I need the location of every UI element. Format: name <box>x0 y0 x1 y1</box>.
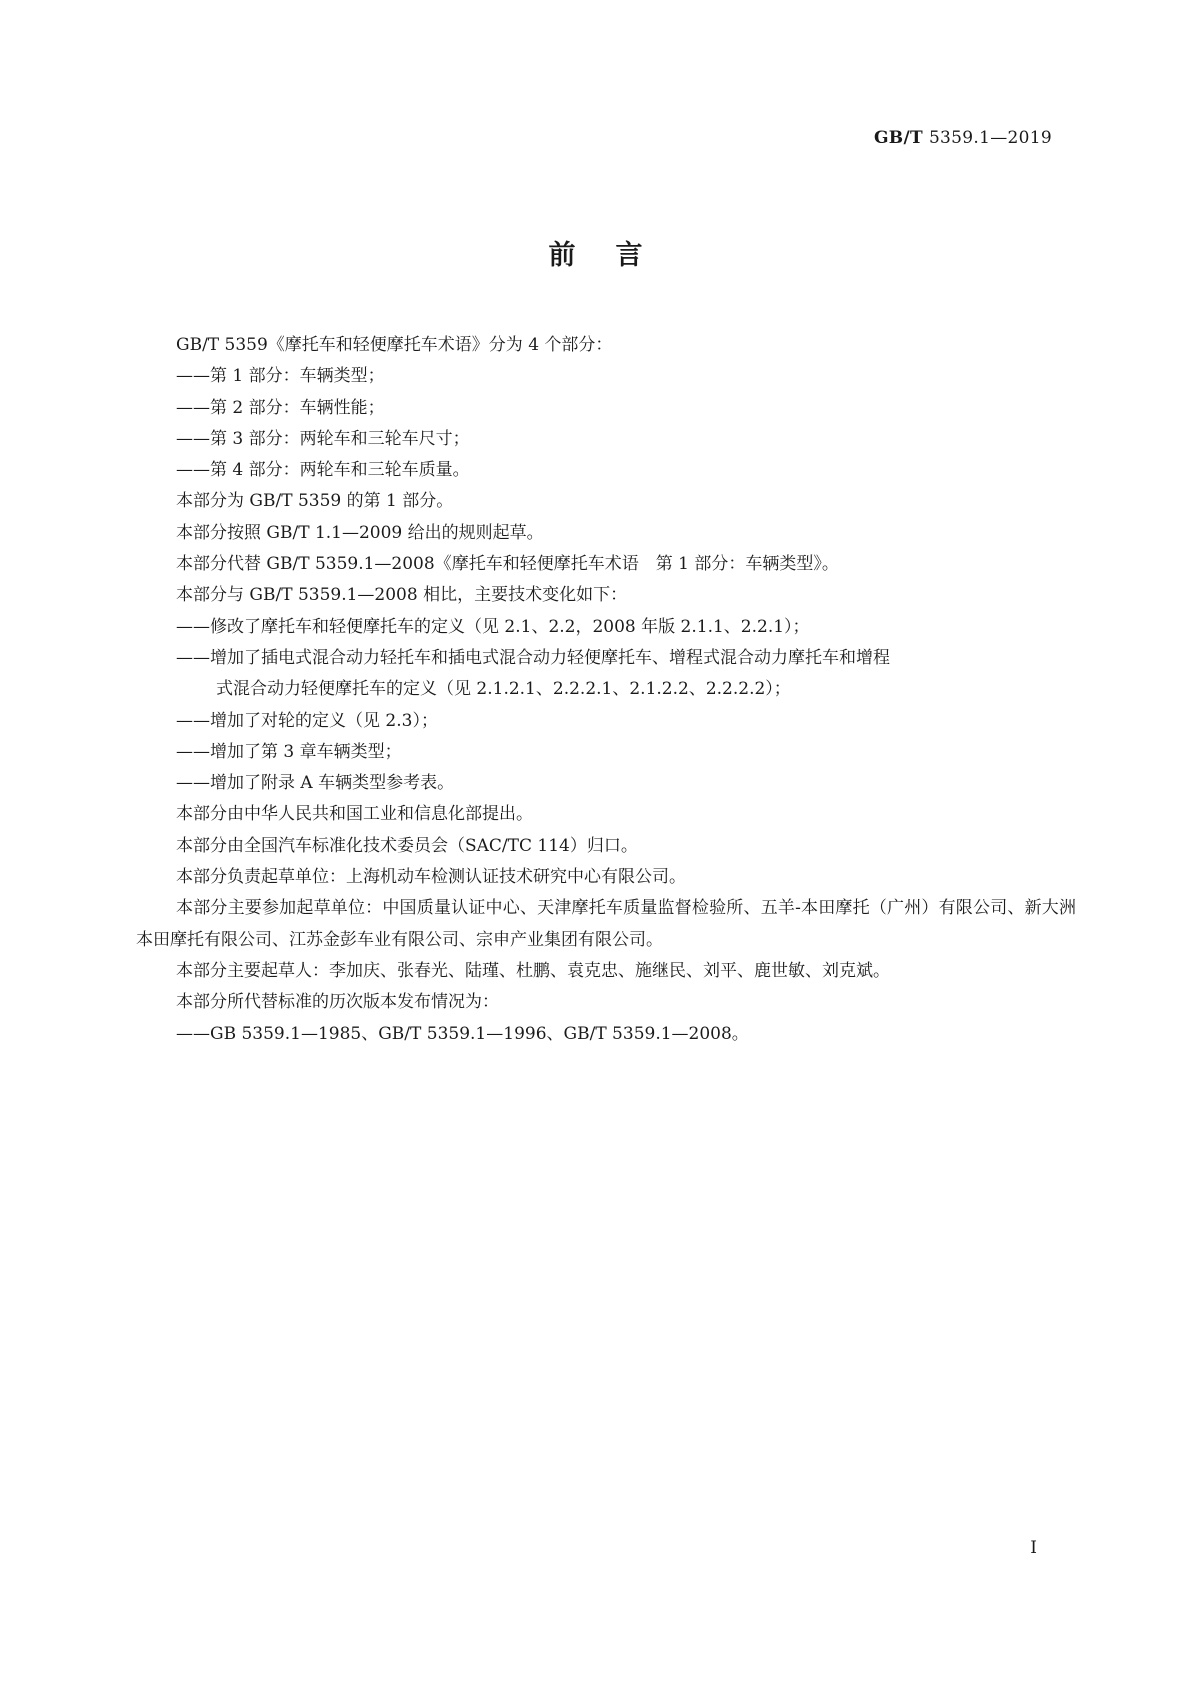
list-item: ——增加了插电式混合动力轻托车和插电式混合动力轻便摩托车、增程式混合动力摩托车和增程 <box>176 647 890 668</box>
list-item: ——第 2 部分：车辆性能； <box>176 397 385 418</box>
standard-code-prefix: GB/T <box>873 128 923 148</box>
paragraph: 本部分由全国汽车标准化技术委员会（SAC/TC 114）归口。 <box>176 835 638 856</box>
paragraph: 本部分所代替标准的历次版本发布情况为： <box>176 992 499 1013</box>
paragraph: 本部分为 GB/T 5359 的第 1 部分。 <box>176 491 454 512</box>
list-item: ——修改了摩托车和轻便摩托车的定义（见 2.1、2.2，2008 年版 2.1.1、2.2.1）； <box>176 616 810 637</box>
list-item: ——GB 5359.1—1985、GB/T 5359.1—1996、GB/T 5359.1—2008。 <box>176 1023 749 1044</box>
standard-code <box>874 128 1052 148</box>
paragraph: 本部分由中华人民共和国工业和信息化部提出。 <box>176 804 533 825</box>
paragraph: 本部分代替 GB/T 5359.1—2008《摩托车和轻便摩托车术语 第 1 部分：车辆类型》。 <box>176 554 839 575</box>
list-item-continuation: 式混合动力轻便摩托车的定义（见 2.1.2.1、2.2.2.1、2.1.2.2、2.2.2.2）； <box>216 679 791 700</box>
paragraph: 本部分主要参加起草单位：中国质量认证中心、天津摩托车质量监督检验所、五羊-本田摩托（广州）有限公司、新大洲本田摩托有限公司、江苏金彭车业有限公司、宗申产业集团有限公司。 <box>136 898 1076 950</box>
page-number: I <box>1030 1538 1037 1558</box>
paragraph: 本部分按照 GB/T 1.1—2009 给出的规则起草。 <box>176 522 544 543</box>
paragraph: 本部分主要起草人：李加庆、张春光、陆瑾、杜鹏、袁克忠、施继民、刘平、鹿世敏、刘克斌。 <box>176 960 890 981</box>
list-item: ——增加了第 3 章车辆类型； <box>176 741 402 762</box>
paragraph: 本部分负责起草单位：上海机动车检测认证技术研究中心有限公司。 <box>176 867 686 888</box>
list-item: ——增加了对轮的定义（见 2.3）； <box>176 710 438 731</box>
list-item: ——增加了附录 A 车辆类型参考表。 <box>176 773 455 794</box>
standard-code-number: 5359.1—2019 <box>928 128 1052 148</box>
list-item: ——第 1 部分：车辆类型； <box>176 366 385 387</box>
paragraph: GB/T 5359《摩托车和轻便摩托车术语》分为 4 个部分： <box>176 335 613 355</box>
list-item: ——第 4 部分：两轮车和三轮车质量。 <box>176 460 470 481</box>
list-item: ——第 3 部分：两轮车和三轮车尺寸； <box>176 428 470 449</box>
foreword-body <box>136 330 1076 1050</box>
page-title: 前言 <box>548 240 683 271</box>
paragraph: 本部分与 GB/T 5359.1—2008 相比，主要技术变化如下： <box>176 585 628 606</box>
